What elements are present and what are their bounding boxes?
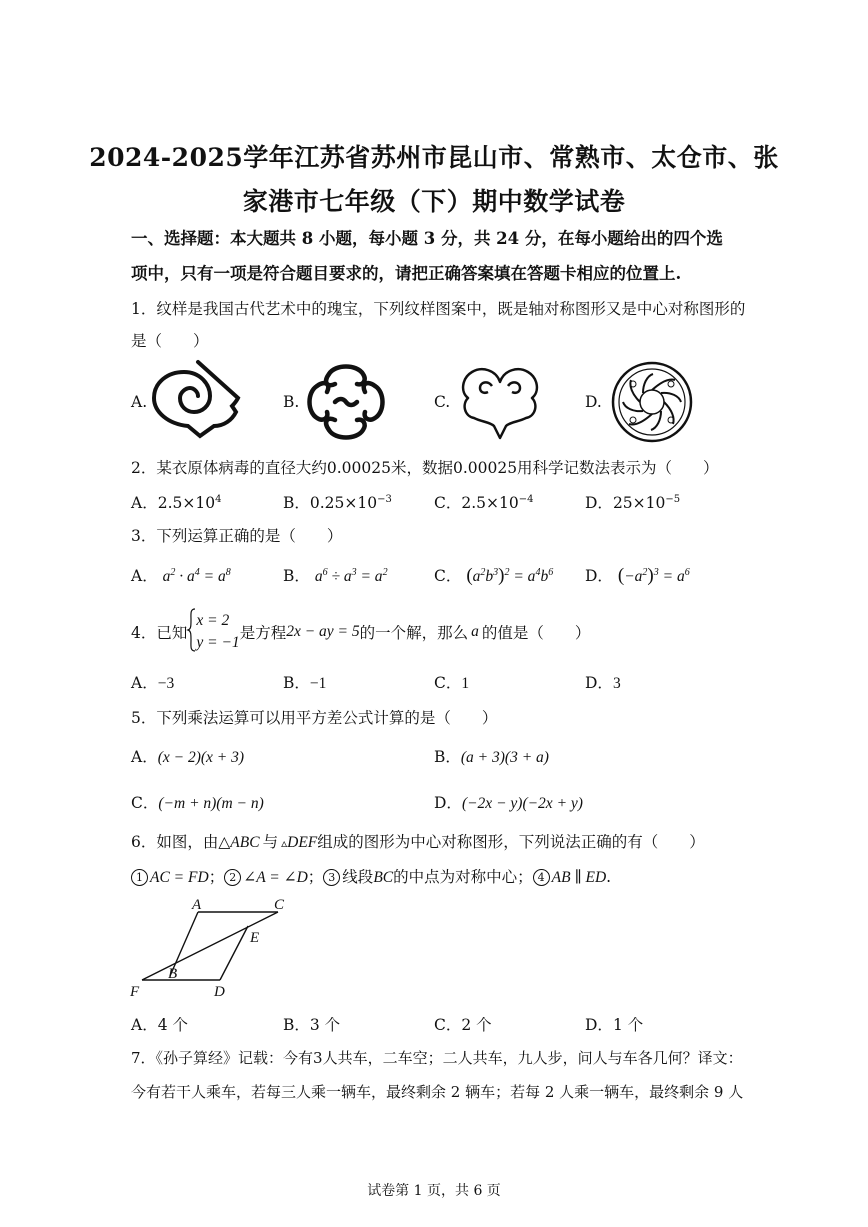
q1-stem-line1: 1．纹样是我国古代艺术中的瑰宝，下列纹样图案中，既是轴对称图形又是中心对称图形的 (131, 300, 746, 318)
exam-title-line1: 2024-2025学年江苏省苏州市昆山市、常熟市、太仓市、张 (89, 143, 779, 172)
q2-option-d (585, 491, 680, 513)
q5-option-d-label: D． (434, 794, 462, 812)
q6-geometry-figure (128, 896, 298, 1000)
q3-stem: 3．下列运算正确的是（ ） (131, 527, 343, 545)
q2-option-c-exp: −4 (518, 494, 534, 505)
q6-option-b-value: 3 个 (309, 1016, 341, 1034)
q6-separator-2: ； (307, 868, 324, 886)
q2-option-b-label: B． (283, 494, 310, 512)
q2-option-a-label: A． (131, 494, 158, 512)
q6-option-a-label: A． (131, 1016, 158, 1034)
q6-stem (131, 830, 705, 852)
q2-option-b-exp: −3 (377, 494, 392, 505)
q1-option-b-label: B. (283, 393, 300, 411)
q2-option-a-exp: 4 (215, 494, 222, 505)
q6-statement-2: ∠A = ∠D (243, 869, 308, 886)
q5-option-c-expr: (−m + n)(m − n) (158, 795, 264, 812)
q5-option-b (434, 745, 549, 767)
q4-option-d-label: D． (585, 674, 613, 692)
q5-option-c-label: C． (131, 794, 159, 812)
q5-option-c (131, 791, 264, 813)
q2-option-b-base: 0.25×10 (309, 494, 378, 512)
q4-option-d (585, 671, 621, 693)
point-f-label: F (130, 984, 140, 1000)
q7-stem-line1: 7．《孙子算经》记载：今有3人共车，二车空；二人共车，九人步，问人与车各几何？译文： (131, 1049, 743, 1067)
q4-equation: 2x − ay = 5 (286, 623, 360, 640)
q3-option-a-label: A． (131, 567, 158, 585)
q4-prefix: 4．已知 (131, 624, 188, 642)
q4-system-eq1: x = 2 (196, 612, 230, 629)
q5-stem: 5．下列乘法运算可以用平方差公式计算的是（ ） (131, 709, 498, 727)
segment-cf (142, 912, 278, 980)
q1-stem-line2: 是（ ） (131, 332, 209, 350)
q1-pattern-a-spiral-icon (148, 360, 243, 440)
q6-option-c-label: C． (434, 1016, 462, 1034)
q1-option-a-label: A. (131, 393, 148, 411)
q6-statements (131, 865, 611, 887)
q6-option-d-label: D． (585, 1016, 613, 1034)
point-c-label: C (274, 897, 285, 913)
q7-stem-line2: 今有若干人乘车，若每三人乘一辆车，最终剩余 2 辆车；若每 2 人乘一辆车，最终剩余 9 人 (131, 1083, 744, 1101)
q3-option-a: A． $a^2 \cdot a^4 = a^8$ (131, 567, 231, 585)
point-d-label: D (214, 984, 225, 1000)
point-b-label: B (168, 966, 178, 982)
q6-statement-3-number: 3 (323, 869, 340, 886)
q4-end: 的值是（ ） (481, 624, 591, 642)
q4-option-b (283, 671, 326, 693)
q6-stem-a: 6．如图，由△ (131, 833, 231, 851)
q1-pattern-d-medallion-icon (609, 360, 695, 444)
q6-option-b (283, 1013, 340, 1035)
q4-var: a (471, 623, 479, 640)
q6-statement-2-number: 2 (224, 869, 241, 886)
q2-option-d-exp: −5 (665, 494, 681, 505)
q6-option-c-value: 2 个 (461, 1016, 492, 1034)
q4-option-b-label: B． (283, 674, 310, 692)
q5-option-b-expr: (a + 3)(3 + a) (460, 749, 549, 766)
q4-option-a-label: A． (131, 674, 158, 692)
section1-instructions-line1: 一、选择题：本大题共 8 小题，每小题 3 分，共 24 分，在每小题给出的四个选 (131, 229, 723, 248)
q2-option-c-base: 2.5×10 (461, 494, 519, 512)
q6-statement-3-b: 的中点为对称中心； (393, 868, 533, 886)
q6-statement-3-a: 线段 (342, 868, 374, 886)
q5-option-d-expr: (−2x − y)(−2x + y) (461, 795, 583, 812)
q2-option-d-base: 25×10 (612, 494, 666, 512)
q4-option-b-value: −1 (309, 675, 327, 692)
q3-option-b-label: B． (283, 567, 310, 585)
q4-stem (131, 608, 590, 656)
q6-statement-1: AC = FD (150, 869, 209, 886)
q6-triangle-abc: ABC (230, 834, 260, 851)
q2-stem: 2．某衣原体病毒的直径大约0.00025米，数据0.00025用科学记数法表示为（ ） (131, 459, 719, 477)
q4-option-d-value: 3 (612, 675, 621, 692)
q4-option-c-value: 1 (461, 675, 470, 692)
q4-system-eq2: y = −1 (196, 634, 240, 651)
q5-option-a-expr: (x − 2)(x + 3) (157, 749, 245, 766)
point-a-label: A (192, 897, 202, 913)
q2-option-b (283, 491, 392, 513)
q3-option-c: C． $(a^2b^3)^2 = a^4b^6$ (434, 565, 554, 586)
q6-option-a (131, 1013, 188, 1035)
point-e-label: E (250, 930, 260, 946)
exam-title-line2: 家港市七年级（下）期中数学试卷 (242, 187, 626, 216)
q2-option-a-base: 2.5×10 (157, 494, 216, 512)
q1-option-c-label: C. (434, 393, 451, 411)
q6-stem-c: 组成的图形为中心对称图形，下列说法正确的有（ ） (317, 833, 705, 851)
q2-option-a (131, 491, 221, 513)
q6-separator-1: ； (208, 868, 225, 886)
q5-option-a (131, 745, 244, 767)
q4-suffix: 的一个解，那么 (359, 624, 469, 642)
q6-statement-4-number: 4 (533, 869, 550, 886)
q6-statement-end: . (606, 868, 612, 886)
q6-option-a-value: 4 个 (157, 1016, 188, 1034)
q4-option-c-label: C． (434, 674, 462, 692)
q6-option-c (434, 1013, 492, 1035)
q4-option-c (434, 671, 469, 693)
section1-instructions-line2: 项中，只有一项是符合题目要求的，请把正确答案填在答题卡相应的位置上. (131, 264, 682, 283)
q3-option-d-label: D． (585, 567, 613, 585)
q6-stem-b: 与 (262, 833, 279, 851)
q1-option-d-label: D. (585, 393, 602, 411)
q2-option-c-label: C． (434, 494, 462, 512)
q4-option-a (131, 671, 174, 693)
page-footer: 试卷第 1 页，共 6 页 (367, 1183, 501, 1199)
q4-system-brace-icon (187, 608, 196, 656)
q6-option-d (585, 1013, 643, 1035)
q3-option-c-label: C． (434, 567, 462, 585)
q5-option-d (434, 791, 583, 813)
q1-pattern-b-ornament-icon (305, 362, 387, 442)
q5-option-b-label: B． (434, 748, 461, 766)
q6-statement-4: AB ∥ ED (551, 869, 607, 886)
q6-statement-3-var: BC (373, 869, 394, 886)
q3-option-d: D． $(-a^2)^3 = a^6$ (585, 565, 690, 586)
q6-triangle-icon: ▵ (281, 836, 288, 850)
q2-option-d-label: D． (585, 494, 613, 512)
q6-option-b-label: B． (283, 1016, 310, 1034)
q4-option-a-value: −3 (157, 675, 175, 692)
q3-option-b: B． $a^6 \div a^3 = a^2$ (283, 567, 388, 585)
q4-system (196, 610, 239, 654)
q2-option-c (434, 491, 534, 513)
q6-triangle-def: DEF (287, 834, 318, 851)
q6-option-d-value: 1 个 (612, 1016, 644, 1034)
q4-mid: 是方程 (239, 624, 287, 642)
q6-statement-1-number: 1 (131, 869, 148, 886)
q1-pattern-c-cloud-icon (458, 364, 542, 442)
q5-option-a-label: A． (131, 748, 158, 766)
